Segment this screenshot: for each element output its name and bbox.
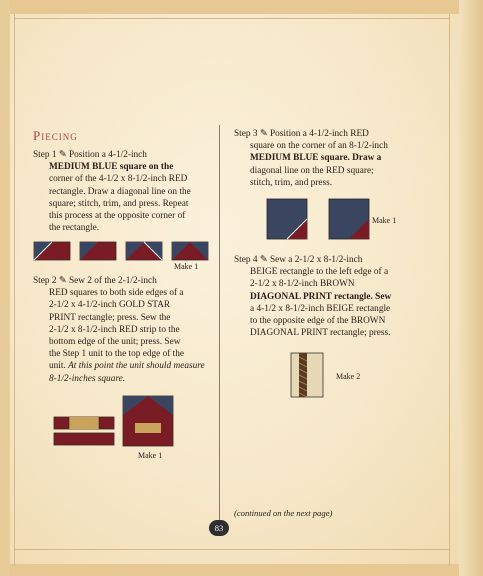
step4-line-0: Sew a 2-1/2 x 8-1/2-inch	[269, 255, 363, 265]
page-border-top	[0, 0, 483, 14]
step4-line-3: DIAGONAL PRINT rectangle. Sew	[250, 291, 392, 302]
step4-line-5: to the opposite edge of the BROWN	[250, 316, 386, 327]
needle-icon: ✎	[259, 129, 268, 139]
needle-icon: ✎	[259, 255, 268, 265]
step2-line-2: 2-1/2 x 4-1/2-inch GOLD STAR	[49, 300, 171, 311]
continued-note: (continued on the next page)	[234, 508, 333, 518]
step2-line-6: the Step 1 unit to the top edge of the	[49, 349, 185, 360]
step3-text	[234, 128, 439, 189]
step3-caption: Make 1	[372, 216, 397, 225]
step2-line-5: bottom edge of the unit; press. Sew	[49, 337, 181, 348]
step1-text	[33, 149, 216, 234]
step4-line-2: 2-1/2 x 8-1/2-inch BROWN	[250, 279, 355, 290]
step1-caption: Make 1	[174, 262, 199, 271]
step1-line-4: square; stitch, trim, and press. Repeat	[49, 198, 189, 209]
page-border-right	[459, 0, 483, 576]
step3-line-0: Position a 4-1/2-inch RED	[269, 129, 369, 139]
step2-line-1: RED squares to both side edges of a	[49, 288, 184, 299]
step4-line-6: DIAGONAL PRINT rectangle; press.	[250, 328, 391, 339]
step2-line-9: 8-1/2-inches square.	[49, 373, 126, 384]
step1-line-1: MEDIUM BLUE square on the	[49, 162, 174, 173]
frame-rule-bottom	[14, 549, 450, 550]
step2-line-3: PRINT rectangle; press. Sew the	[49, 312, 171, 323]
step4-line-1: BEIGE rectangle to the left edge of a	[250, 267, 389, 278]
step1-line-3: rectangle. Draw a diagonal line on the	[49, 186, 191, 197]
step2-line-7: unit.	[49, 361, 66, 372]
step1-label: Step 1	[33, 150, 57, 160]
frame-rule-top	[14, 18, 450, 19]
step4-label: Step 4	[234, 255, 258, 265]
page-border-left	[0, 0, 10, 576]
step1-diagram	[33, 240, 213, 264]
needle-icon: ✎	[58, 150, 67, 160]
page-border-bottom	[0, 564, 483, 576]
step1-line-2: corner of the 4-1/2 x 8-1/2-inch RED	[49, 174, 188, 185]
step3-line-3: diagonal line on the RED square;	[250, 165, 374, 176]
step4-text	[234, 254, 439, 339]
step3-diagram	[265, 198, 375, 242]
page-number: 83	[209, 520, 229, 536]
needle-icon: ✎	[58, 276, 67, 286]
step2-line-8: At this point the unit should measure	[68, 361, 205, 372]
step1-line-5: this process at the opposite corner of	[49, 211, 186, 222]
step3-line-2: MEDIUM BLUE square. Draw a	[250, 153, 382, 164]
step2-caption: Make 1	[138, 451, 163, 460]
frame-rule-right	[449, 14, 450, 566]
step4-caption: Make 2	[336, 372, 361, 381]
step3-label: Step 3	[234, 129, 258, 139]
step2-diagram	[50, 395, 180, 453]
step2-line-0: Sew 2 of the 2-1/2-inch	[68, 276, 157, 286]
step2-label: Step 2	[33, 276, 57, 286]
step4-diagram	[290, 352, 326, 400]
step1-line-0: Position a 4-1/2-inch	[68, 150, 147, 160]
step3-line-4: stitch, trim, and press.	[250, 177, 333, 188]
section-heading: Piecing	[33, 128, 78, 143]
step2-line-4: 2-1/2 x 8-1/2-inch RED strip to the	[49, 324, 180, 335]
step2-text	[33, 275, 216, 385]
step1-line-6: the rectangle.	[49, 223, 100, 234]
step4-line-4: a 4-1/2 x 8-1/2-inch BEIGE rectangle	[250, 303, 391, 314]
column-divider	[219, 125, 220, 522]
step3-line-1: square on the corner of an 8-1/2-inch	[250, 141, 388, 152]
frame-rule-left	[14, 14, 15, 566]
